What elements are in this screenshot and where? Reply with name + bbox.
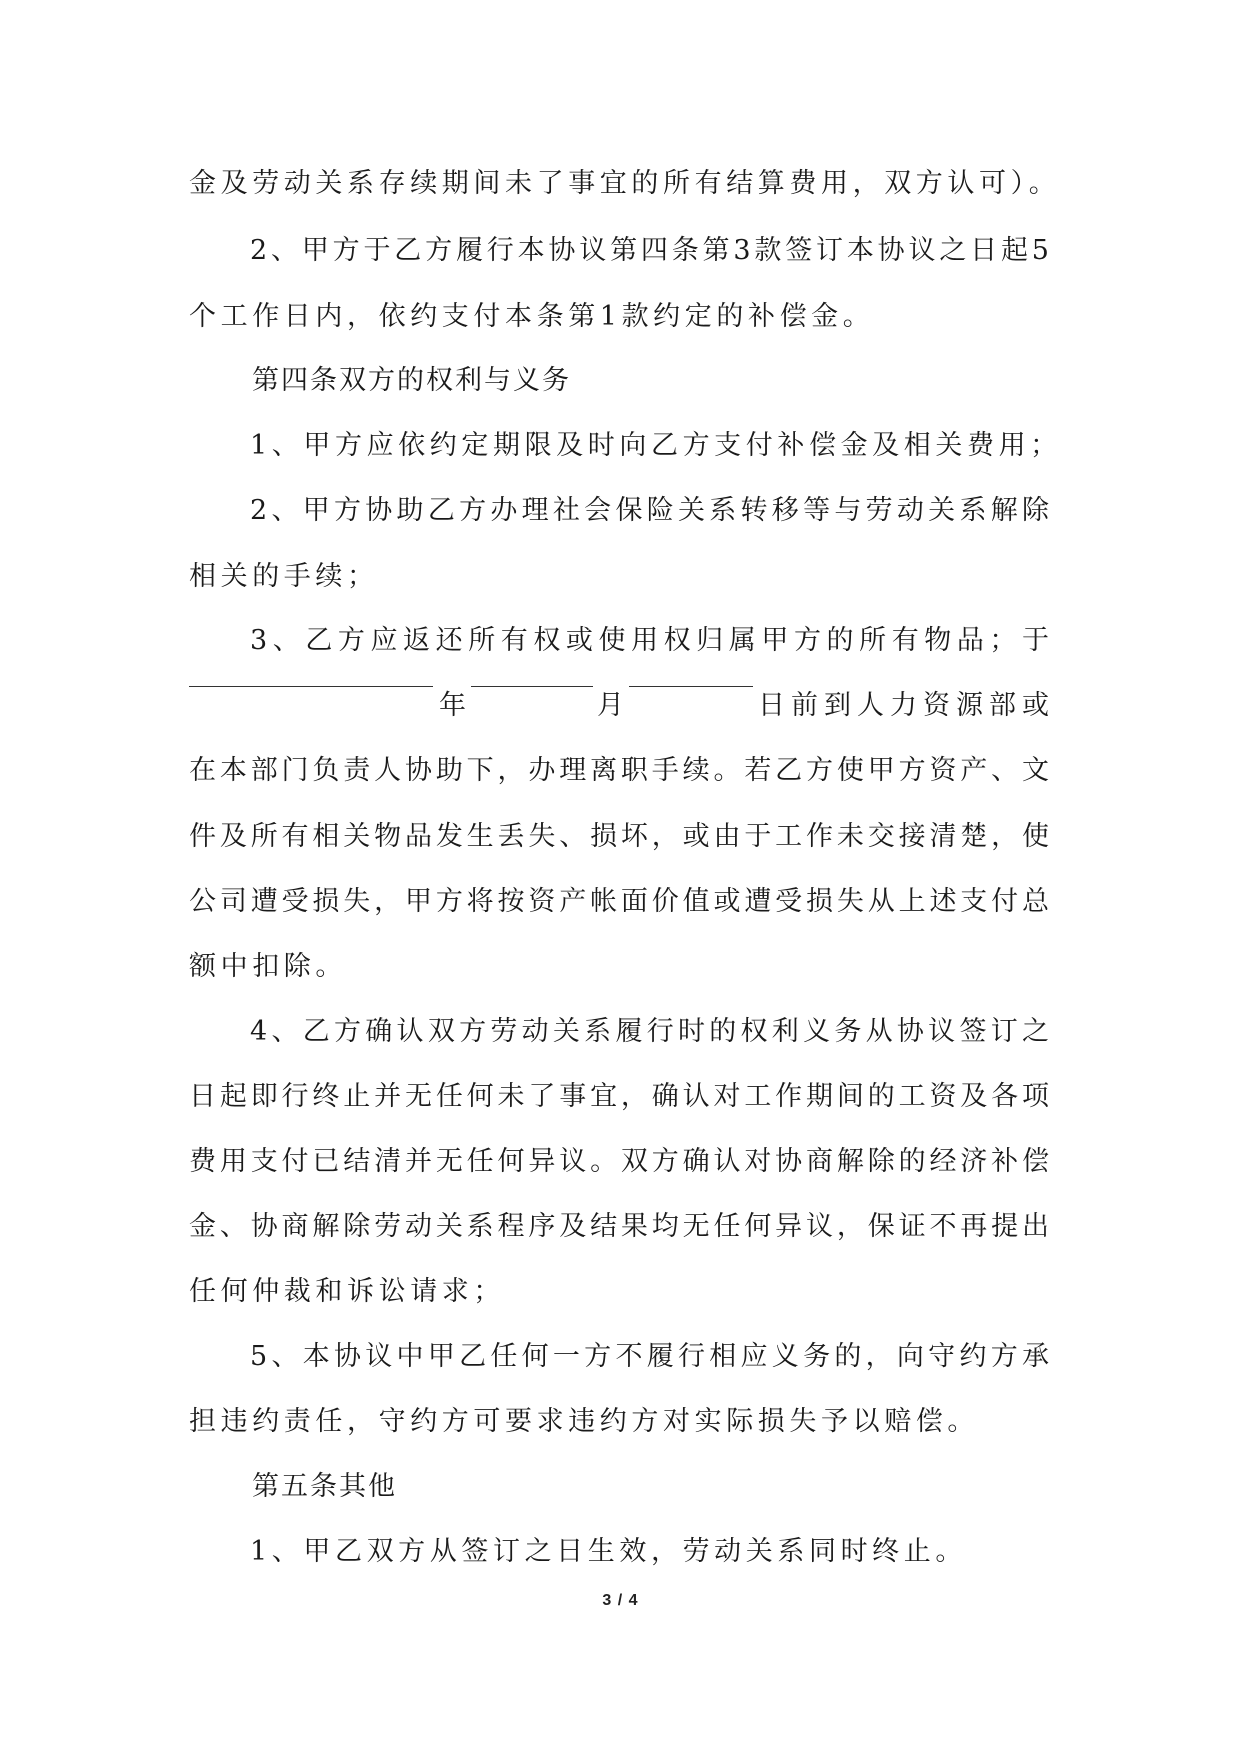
blank-underline	[629, 686, 753, 687]
blank-underline	[471, 686, 593, 687]
paragraph-line: 件及所有相关物品发生丢失、损坏，或由于工作未交接清楚，使	[189, 821, 1049, 852]
paragraph-line: 在本部门负责人协助下，办理离职手续。若乙方使甲方资产、文	[189, 755, 1049, 786]
blank-underline	[189, 686, 433, 687]
page-number: 3 / 4	[602, 1592, 639, 1609]
paragraph-line: 额中扣除。	[189, 951, 347, 982]
paragraph-line: 费用支付已结清并无任何异议。双方确认对协商解除的经济补偿	[189, 1146, 1049, 1177]
paragraph-line: 公司遭受损失，甲方将按资产帐面价值或遭受损失从上述支付总	[189, 886, 1049, 917]
paragraph-line: 金、协商解除劳动关系程序及结果均无任何异议，保证不再提出	[189, 1211, 1049, 1242]
paragraph-line: 金及劳动关系存续期间未了事宜的所有结算费用，双方认可）。	[189, 168, 1061, 199]
paragraph-line: 2、甲方协助乙方办理社会保险关系转移等与劳动关系解除	[250, 495, 1049, 526]
paragraph-line: 担违约责任，守约方可要求违约方对实际损失予以赔偿。	[189, 1406, 979, 1437]
date-blank-line	[189, 686, 1055, 726]
paragraph-line: 3、乙方应返还所有权或使用权归属甲方的所有物品；于	[250, 625, 1049, 656]
paragraph-line: 5、本协议中甲乙任何一方不履行相应义务的，向守约方承	[250, 1341, 1049, 1372]
section-heading: 第四条双方的权利与义务	[252, 365, 571, 396]
paragraph-line: 相关的手续；	[189, 561, 379, 592]
paragraph-line: 任何仲裁和诉讼请求；	[189, 1276, 505, 1307]
section-heading: 第五条其他	[252, 1471, 397, 1502]
paragraph-line: 1、甲乙双方从签订之日生效，劳动关系同时终止。	[250, 1536, 967, 1567]
paragraph-line: 1、甲方应依约定期限及时向乙方支付补偿金及相关费用；	[250, 430, 1062, 461]
paragraph-line: 2、甲方于乙方履行本协议第四条第3款签订本协议之日起5	[250, 235, 1049, 266]
month-label: 月	[597, 690, 624, 721]
blank-row-tail: 日前到人力资源部或	[758, 690, 1055, 721]
paragraph-line: 个工作日内，依约支付本条第1款约定的补偿金。	[189, 301, 875, 332]
year-label: 年	[439, 690, 466, 721]
paragraph-line: 日起即行终止并无任何未了事宜，确认对工作期间的工资及各项	[189, 1081, 1049, 1112]
paragraph-line: 4、乙方确认双方劳动关系履行时的权利义务从协议签订之	[250, 1016, 1049, 1047]
